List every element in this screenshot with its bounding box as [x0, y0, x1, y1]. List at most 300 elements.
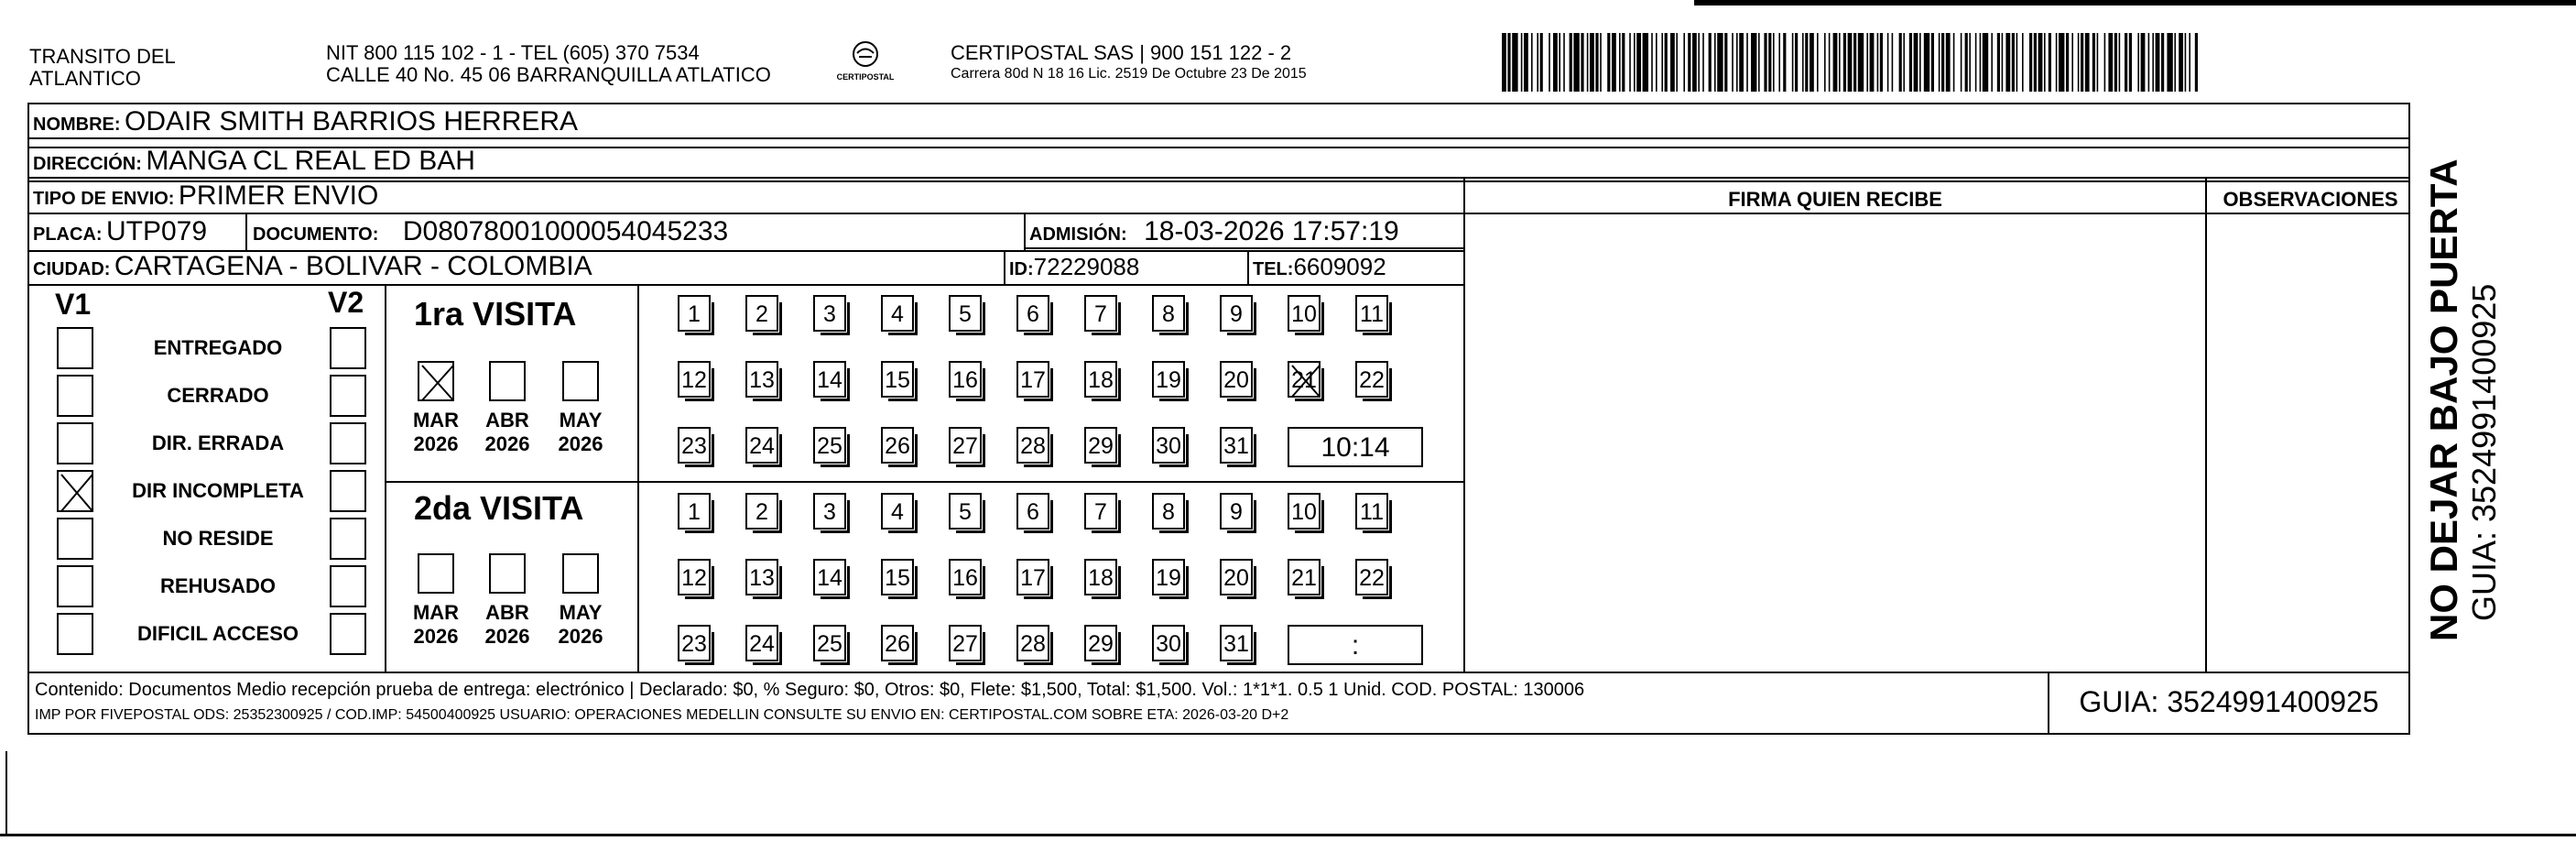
barcode-bar: [1540, 33, 1543, 92]
month-label: [476, 409, 538, 456]
day-number: 4: [891, 499, 904, 525]
day-box[interactable]: [1084, 625, 1117, 661]
barcode-bar: [1975, 33, 1977, 92]
month-year: 2026: [484, 625, 530, 648]
day-box[interactable]: [1220, 361, 1253, 398]
day-number: 27: [952, 631, 978, 657]
day-number: 15: [885, 367, 910, 393]
row-divider: [27, 213, 2410, 214]
barcode-bar: [2189, 33, 2190, 92]
day-box[interactable]: [1152, 559, 1185, 595]
day-number: 1: [688, 301, 701, 327]
barcode-bar: [1903, 33, 1905, 92]
day-box[interactable]: [949, 427, 982, 464]
v1-checkbox[interactable]: [57, 327, 93, 369]
barcode-bar: [1919, 33, 1921, 92]
day-box[interactable]: [745, 559, 778, 595]
month-checkbox[interactable]: [489, 361, 526, 401]
barcode-bar: [1619, 33, 1621, 92]
barcode-bar: [2104, 33, 2106, 92]
day-box[interactable]: [745, 625, 778, 661]
day-box[interactable]: [881, 361, 914, 398]
day-box[interactable]: [678, 295, 711, 332]
barcode-bar: [2049, 33, 2051, 92]
day-box[interactable]: [1084, 361, 1117, 398]
barcode-bar: [1764, 33, 1766, 92]
barcode-bar: [1643, 33, 1648, 92]
day-box[interactable]: [745, 295, 778, 332]
barcode-bar: [2012, 33, 2015, 92]
day-box[interactable]: [1016, 625, 1049, 661]
barcode-bar: [1573, 33, 1579, 92]
day-number: 30: [1156, 631, 1181, 657]
month-checkbox[interactable]: [418, 553, 454, 594]
barcode-bar: [1848, 33, 1853, 92]
barcode-bar: [1595, 33, 1598, 92]
barcode-bar: [1810, 33, 1814, 92]
day-box[interactable]: [949, 559, 982, 595]
carrier-line: CERTIPOSTAL SAS | 900 151 122 - 2: [951, 41, 1292, 64]
day-number: 27: [952, 433, 978, 459]
barcode-bar: [2005, 33, 2010, 92]
day-box[interactable]: [1220, 625, 1253, 661]
day-number: 21: [1291, 565, 1317, 591]
month-label: [476, 601, 538, 649]
day-number: 13: [749, 367, 775, 393]
barcode-icon: [1502, 33, 2207, 92]
visit2-title: 2da VISITA: [414, 489, 584, 527]
city-cell: [33, 251, 592, 282]
status-option-label: REHUSADO: [160, 574, 276, 597]
company-line-2: ATLANTICO: [29, 67, 141, 90]
day-number: 18: [1088, 367, 1114, 393]
barcode-bar: [1773, 33, 1775, 92]
day-box[interactable]: [949, 361, 982, 398]
barcode-bar: [2029, 33, 2032, 92]
day-number: 26: [885, 631, 910, 657]
day-number: 7: [1094, 301, 1107, 327]
carrier-license: Carrera 80d N 18 16 Lic. 2519 De Octubre 23 De 2015: [951, 66, 1307, 82]
day-number: 28: [1020, 631, 1046, 657]
day-box[interactable]: [1152, 295, 1185, 332]
address-row: [33, 146, 475, 177]
barcode-bar: [1634, 33, 1636, 92]
day-number: 24: [749, 631, 775, 657]
id-value: 72229088: [1033, 253, 1140, 280]
v1-checkbox[interactable]: [57, 470, 93, 512]
barcode-bar: [2108, 33, 2113, 92]
barcode-bar: [1553, 33, 1558, 92]
day-box[interactable]: [1016, 559, 1049, 595]
day-box[interactable]: [1355, 493, 1388, 530]
barcode-bar: [2078, 33, 2080, 92]
plate-label: PLACA:: [33, 224, 103, 245]
day-box[interactable]: [813, 295, 846, 332]
barcode-bar: [1817, 33, 1819, 92]
barcode-bar: [2129, 33, 2132, 92]
v2-checkbox[interactable]: [330, 613, 366, 655]
barcode-bar: [2081, 33, 2083, 92]
certipostal-logo-icon: [829, 40, 902, 95]
day-number: 23: [681, 631, 707, 657]
barcode-bar: [1651, 33, 1653, 92]
barcode-bar: [2016, 33, 2018, 92]
time-box[interactable]: [1288, 427, 1423, 467]
document-value: D08078001000054045233: [402, 216, 729, 246]
admission-label: ADMISIÓN:: [1029, 224, 1127, 245]
signature-header: FIRMA QUIEN RECIBE: [1728, 188, 1942, 211]
logo-text: CERTIPOSTAL: [836, 72, 895, 82]
barcode-bar: [1665, 33, 1668, 92]
day-box[interactable]: [1355, 295, 1388, 332]
company-line-1: TRANSITO DEL: [29, 45, 176, 68]
barcode-bar: [2071, 33, 2073, 92]
barcode-bar: [1880, 33, 1883, 92]
day-number: 19: [1156, 367, 1181, 393]
barcode-bar: [1600, 33, 1602, 92]
document-divider: [1024, 214, 1026, 250]
day-number: 22: [1359, 367, 1385, 393]
day-number: 9: [1230, 499, 1243, 525]
day-number: 18: [1088, 565, 1114, 591]
barcode-bar: [1931, 33, 1934, 92]
day-box[interactable]: [813, 559, 846, 595]
v2-checkbox[interactable]: [330, 470, 366, 512]
v2-checkbox[interactable]: [330, 565, 366, 607]
document-label: DOCUMENTO:: [253, 224, 379, 245]
barcode-bar: [1892, 33, 1894, 92]
barcode-bar: [1877, 33, 1879, 92]
month-year: 2026: [558, 432, 603, 455]
day-box[interactable]: [1016, 295, 1049, 332]
shipping-type-value: PRIMER ENVIO: [178, 180, 379, 211]
barcode-bar: [1866, 33, 1868, 92]
barcode-bar: [1676, 33, 1678, 92]
barcode-bar: [1983, 33, 1988, 92]
tel-label: TEL:: [1253, 259, 1294, 279]
time-value: :: [1351, 630, 1360, 661]
footer-printing: IMP POR FIVEPOSTAL ODS: 25352300925 / COD.IMP: 54500400925 USUARIO: OPERACIONES MEDELLIN CONSULTE SU ENVIO EN: CERTIPOSTAL.COM SOBRE ETA: 2026-03-20 D+2: [35, 707, 1289, 723]
v1-checkbox[interactable]: [57, 518, 93, 560]
month-year: 2026: [413, 625, 459, 648]
barcode-bar: [2056, 33, 2058, 92]
barcode-bar: [1953, 33, 1955, 92]
day-box[interactable]: [1016, 361, 1049, 398]
day-box[interactable]: [1084, 427, 1117, 464]
row-divider: [27, 137, 2410, 139]
day-box[interactable]: [813, 493, 846, 530]
barcode-bar: [2038, 33, 2043, 92]
day-number: 10: [1291, 301, 1317, 327]
month-name: MAR: [412, 601, 460, 624]
barcode-bar: [1670, 33, 1675, 92]
barcode-bar: [1853, 33, 1856, 92]
barcode-bar: [2125, 33, 2127, 92]
time-box[interactable]: [1288, 625, 1423, 665]
day-number: 9: [1230, 301, 1243, 327]
scan-bottom-edge: [0, 834, 2576, 836]
day-box[interactable]: [881, 295, 914, 332]
city-value: CARTAGENA - BOLIVAR - COLOMBIA: [114, 251, 592, 281]
barcode-bar: [1581, 33, 1583, 92]
day-box[interactable]: [678, 427, 711, 464]
day-number: 23: [681, 433, 707, 459]
barcode-bar: [2174, 33, 2176, 92]
day-box[interactable]: [1355, 361, 1388, 398]
id-cell: [1009, 253, 1139, 281]
barcode-bar: [2085, 33, 2090, 92]
month-year: 2026: [484, 432, 530, 455]
barcode-bar: [2141, 33, 2146, 92]
barcode-bar: [2179, 33, 2183, 92]
day-number: 5: [959, 301, 972, 327]
day-number: 14: [817, 367, 842, 393]
v1-checkbox[interactable]: [57, 565, 93, 607]
day-box[interactable]: [949, 295, 982, 332]
barcode-bar: [1629, 33, 1631, 92]
barcode-bar: [1732, 33, 1734, 92]
month-name: MAY: [559, 601, 603, 624]
barcode-bar: [1746, 33, 1748, 92]
barcode-bar: [1899, 33, 1902, 92]
barcode-bar: [1563, 33, 1565, 92]
month-checkbox[interactable]: [489, 553, 526, 594]
v1-checkbox[interactable]: [57, 613, 93, 655]
month-label: [549, 409, 612, 456]
barcode-bar: [1824, 33, 1826, 92]
day-box[interactable]: [881, 559, 914, 595]
barcode-bar: [1870, 33, 1875, 92]
footer-guia: GUIA: 3524991400925: [2079, 685, 2379, 718]
barcode-bar: [1661, 33, 1663, 92]
day-box[interactable]: [1220, 295, 1253, 332]
day-number: 3: [823, 499, 836, 525]
day-number: 10: [1291, 499, 1317, 525]
day-number: 20: [1223, 565, 1249, 591]
day-number: 13: [749, 565, 775, 591]
name-value: ODAIR SMITH BARRIOS HERRERA: [125, 106, 579, 137]
day-box[interactable]: [1152, 427, 1185, 464]
barcode-bar: [1559, 33, 1560, 92]
barcode-bar: [2167, 33, 2172, 92]
company-name: [29, 46, 176, 90]
barcode-bar: [1612, 33, 1616, 92]
barcode-bar: [1751, 33, 1756, 92]
day-number: 19: [1156, 565, 1181, 591]
day-box[interactable]: [1288, 559, 1321, 595]
day-number: 30: [1156, 433, 1181, 459]
day-box[interactable]: [678, 493, 711, 530]
day-number: 31: [1223, 433, 1249, 459]
barcode-bar: [1768, 33, 1771, 92]
barcode-bar: [2002, 33, 2004, 92]
day-number: 1: [688, 499, 701, 525]
day-box[interactable]: [881, 493, 914, 530]
day-box[interactable]: [678, 625, 711, 661]
barcode-bar: [1783, 33, 1786, 92]
status-option-label: NO RESIDE: [162, 527, 274, 550]
address-label: DIRECCIÓN:: [33, 154, 142, 174]
day-number: 3: [823, 301, 836, 327]
admission-cell: [1029, 216, 1399, 247]
day-box[interactable]: [1355, 559, 1388, 595]
barcode-bar: [1758, 33, 1760, 92]
day-number: 25: [817, 433, 842, 459]
barcode-bar: [1946, 33, 1951, 92]
month-checkbox[interactable]: [418, 361, 454, 401]
day-number: 2: [755, 301, 768, 327]
day-number: 2: [755, 499, 768, 525]
barcode-bar: [2066, 33, 2069, 92]
barcode-bar: [1512, 33, 1517, 92]
status-option-label: DIR. ERRADA: [151, 431, 285, 454]
id-divider: [1004, 250, 1005, 284]
month-name: MAR: [412, 409, 460, 431]
row-divider: [27, 672, 2410, 673]
month-label: [405, 601, 467, 649]
barcode-bar: [2152, 33, 2154, 92]
day-number: 25: [817, 631, 842, 657]
barcode-bar: [1688, 33, 1690, 92]
barcode-bar: [1843, 33, 1846, 92]
barcode-bar: [1914, 33, 1918, 92]
tel-cell: [1253, 253, 1386, 281]
day-box[interactable]: [678, 559, 711, 595]
day-box[interactable]: [1084, 493, 1117, 530]
day-box[interactable]: [1016, 427, 1049, 464]
barcode-bar: [2137, 33, 2139, 92]
barcode-bar: [1549, 33, 1550, 92]
day-box[interactable]: [1084, 559, 1117, 595]
barcode-bar: [1839, 33, 1841, 92]
day-box[interactable]: [813, 361, 846, 398]
tel-value: 6609092: [1293, 253, 1386, 280]
barcode-bar: [1507, 33, 1510, 92]
barcode-bar: [1607, 33, 1610, 92]
day-box[interactable]: [1220, 559, 1253, 595]
document-cell: [253, 216, 728, 247]
barcode-bar: [1941, 33, 1944, 92]
day-box[interactable]: [1288, 361, 1321, 398]
observations-header: OBSERVACIONES: [2223, 188, 2398, 211]
address-value: MANGA CL REAL ED BAH: [146, 146, 475, 176]
barcode-bar: [1702, 33, 1704, 92]
day-number: 29: [1088, 433, 1114, 459]
day-number: 24: [749, 433, 775, 459]
row-divider: [1024, 247, 1463, 249]
day-box[interactable]: [949, 493, 982, 530]
admission-value: 18-03-2026 17:57:19: [1144, 216, 1399, 246]
day-box[interactable]: [1220, 493, 1253, 530]
month-label: [549, 601, 612, 649]
side-warning-block: [2422, 128, 2532, 641]
barcode-bar: [1537, 33, 1538, 92]
barcode-bar: [1587, 33, 1589, 92]
barcode-bar: [1739, 33, 1744, 92]
day-box[interactable]: [813, 625, 846, 661]
v1-header: V1: [55, 288, 92, 321]
barcode-bar: [1939, 33, 1940, 92]
barcode-bar: [1736, 33, 1738, 92]
barcode-bar: [2185, 33, 2187, 92]
id-label: ID:: [1009, 259, 1034, 279]
logo-mark: [849, 40, 882, 68]
v2-checkbox[interactable]: [330, 518, 366, 560]
v2-checkbox[interactable]: [330, 327, 366, 369]
v1-checkbox[interactable]: [57, 422, 93, 464]
barcode-bar: [2097, 33, 2099, 92]
day-box[interactable]: [678, 361, 711, 398]
day-number: 12: [681, 367, 707, 393]
day-number: 29: [1088, 631, 1114, 657]
barcode-bar: [1887, 33, 1889, 92]
day-box[interactable]: [1084, 295, 1117, 332]
day-number: 16: [952, 367, 978, 393]
day-box[interactable]: [1288, 295, 1321, 332]
day-box[interactable]: [881, 427, 914, 464]
carrier-info: [951, 42, 1307, 82]
day-box[interactable]: [1152, 625, 1185, 661]
day-box[interactable]: [745, 427, 778, 464]
month-checkbox[interactable]: [562, 361, 599, 401]
month-name: MAY: [559, 409, 603, 431]
month-name: ABR: [485, 601, 529, 624]
row-divider: [27, 180, 2410, 182]
barcode-bar: [1997, 33, 2000, 92]
barcode-bar: [2114, 33, 2117, 92]
v2-checkbox[interactable]: [330, 375, 366, 417]
plate-value: UTP079: [106, 216, 208, 246]
month-name: ABR: [485, 409, 529, 431]
day-box[interactable]: [813, 427, 846, 464]
barcode-bar: [1795, 33, 1798, 92]
month-label: [405, 409, 467, 456]
nit-line: NIT 800 115 102 - 1 - TEL (605) 370 7534: [326, 41, 700, 64]
day-box[interactable]: [1016, 493, 1049, 530]
day-box[interactable]: [745, 493, 778, 530]
barcode-bar: [1961, 33, 1962, 92]
month-year: 2026: [558, 625, 603, 648]
day-number: 4: [891, 301, 904, 327]
day-number: 20: [1223, 367, 1249, 393]
scan-edge: [1694, 0, 2576, 5]
barcode-bar: [1683, 33, 1685, 92]
month-checkbox[interactable]: [562, 553, 599, 594]
day-number: 12: [681, 565, 707, 591]
day-number: 11: [1360, 499, 1384, 525]
observations-divider: [2205, 179, 2207, 673]
tel-divider: [1247, 250, 1249, 284]
time-value: 10:14: [1321, 432, 1390, 463]
barcode-bar: [1636, 33, 1641, 92]
day-box[interactable]: [745, 361, 778, 398]
day-box[interactable]: [949, 625, 982, 661]
day-number: 28: [1020, 433, 1046, 459]
barcode-bar: [2161, 33, 2164, 92]
day-number: 26: [885, 433, 910, 459]
v2-checkbox[interactable]: [330, 422, 366, 464]
barcode-bar: [1991, 33, 1993, 92]
day-box[interactable]: [1220, 427, 1253, 464]
day-number: 8: [1162, 499, 1175, 525]
v1-checkbox[interactable]: [57, 375, 93, 417]
day-number: 6: [1027, 301, 1039, 327]
day-box[interactable]: [1288, 493, 1321, 530]
day-box[interactable]: [881, 625, 914, 661]
months-divider: [637, 284, 639, 672]
day-box[interactable]: [1152, 493, 1185, 530]
day-box[interactable]: [1152, 361, 1185, 398]
